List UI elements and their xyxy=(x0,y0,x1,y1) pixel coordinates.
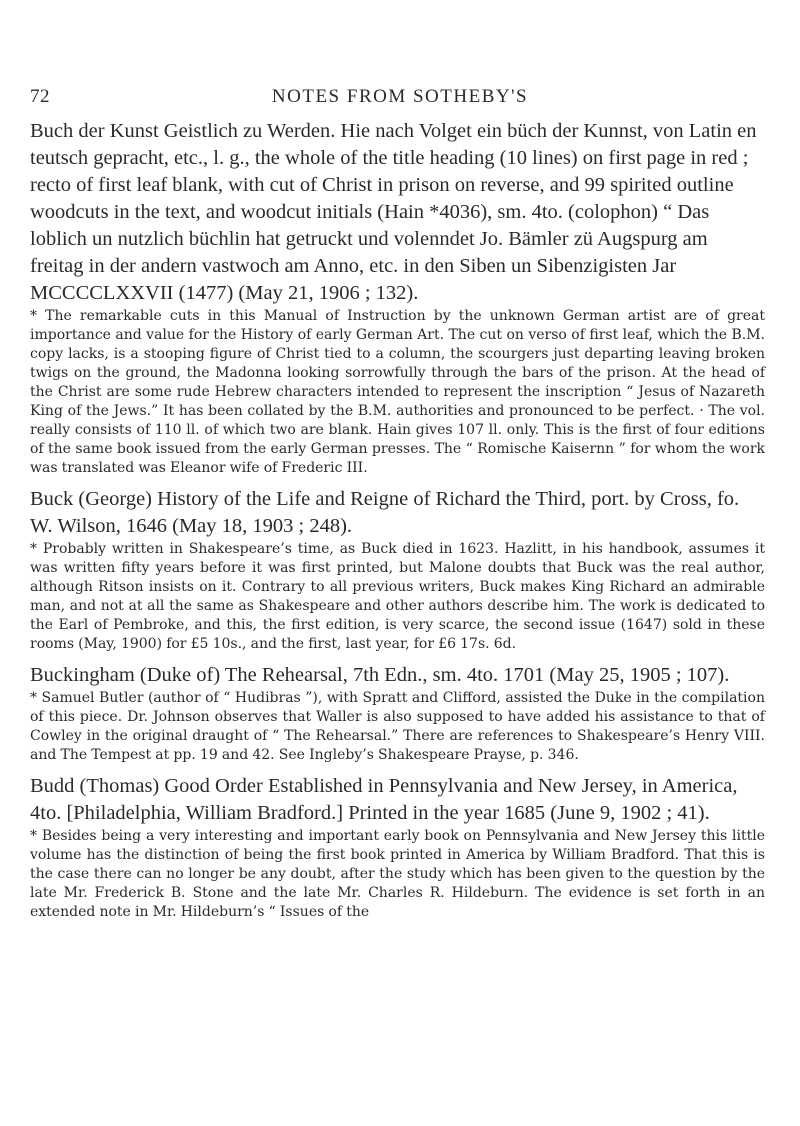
entry-note: * Besides being a very interesting and important early book on Pennsylvania and New Jersey this little volume has the distinction of being the first book printed in America by William Bradford. That this is the case there can no longer be any doubt, after the study which has been given to the question by the late Mr. Frederick B. Stone and the late Mr. Charles R. Hildeburn. The evidence is set forth in an extended note in Mr. Hildeburn’s “ Issues of the xyxy=(30,828,765,920)
entry-buch-der-kunst xyxy=(30,118,765,478)
entry-note: * The remarkable cuts in this Manual of Instruction by the unknown German artist are of great importance and value for the History of early German Art. The cut on verso of first leaf, which the B.M. copy lacks, is a stooping figure of Christ tied to a column, the scourgers just departing leaving broken twigs on the ground, the Madonna looking sorrowfully through the bars of the prison. At the head of the Christ are some rude Hebrew characters intended to represent the inscription “ Jesus of Nazareth King of the Jews.” It has been collated by the B.M. authorities and pronounced to be perfect. · The vol. really consists of 110 ll. of which two are blank. Hain gives 107 ll. only. This is the first of four editions of the same book issued from the early German presses. The “ Romische Kaisernn ” for whom the work was translated was Eleanor wife of Frederic III. xyxy=(30,308,765,476)
page-number: 72 xyxy=(30,86,50,107)
page-header xyxy=(30,86,770,112)
entry-heading: Buckingham (Duke of) The Rehearsal, 7th Edn., sm. 4to. 1701 (May 25, 1905 ; 107). xyxy=(30,664,730,686)
entry-heading: Budd (Thomas) Good Order Established in Pennsylvania and New Jersey, in America, 4to. [Philadelphia, William Bradford.] Printed in the year 1685 (June 9, 1902 ; 41). xyxy=(30,775,738,824)
entry-note: * Samuel Butler (author of “ Hudibras ”), with Spratt and Clifford, assisted the Duke in the compilation of this piece. Dr. Johnson observes that Waller is also supposed to have added his assistance to that of Cowley in the original draught of “ The Rehearsal.” There are references to Shakespeare’s Henry VIII. and The Tempest at pp. 19 and 42. See Ingleby’s Shakespeare Prayse, p. 346. xyxy=(30,690,765,763)
entry-note: * Probably written in Shakespeare’s time, as Buck died in 1623. Hazlitt, in his handbook, assumes it was written fifty years before it was first printed, but Malone doubts that Buck was the real author, although Ritson insists on it. Contrary to all previous writers, Buck makes King Richard an admirable man, and not at all the same as Shakespeare and other authors describe him. The work is dedicated to the Earl of Pembroke, and this, the first edition, is very scarce, the second issue (1647) sold in these rooms (May, 1900) for £5 10s., and the first, last year, for £6 17s. 6d. xyxy=(30,541,765,652)
entry-heading: Buch der Kunst Geistlich zu Werden. Hie nach Volget ein büch der Kunnst, von Latin en teutsch gepracht, etc., l. g., the whole of the title heading (10 lines) on first page in red ; recto of first leaf blank, with cut of Christ in prison on reverse, and 99 spirited outline woodcuts in the text, and woodcut initials (Hain *4036), sm. 4to. (colophon) “ Das loblich un nutzlich büchlin hat getruckt und volenndet Jo. Bämler zü Augspurg am freitag in der andern vastwoch am Anno, etc. in den Siben un Sibenzigisten Jar MCCCCLXXVII (1477) (May 21, 1906 ; 132). xyxy=(30,120,757,304)
entry-budd xyxy=(30,773,765,922)
entry-buckingham xyxy=(30,662,765,765)
running-title: NOTES FROM SOTHEBY'S xyxy=(271,86,529,107)
entry-buck xyxy=(30,486,765,654)
entry-heading: Buck (George) History of the Life and Reigne of Richard the Third, port. by Cross, fo. W. Wilson, 1646 (May 18, 1903 ; 248). xyxy=(30,488,740,537)
page-body xyxy=(30,118,765,930)
